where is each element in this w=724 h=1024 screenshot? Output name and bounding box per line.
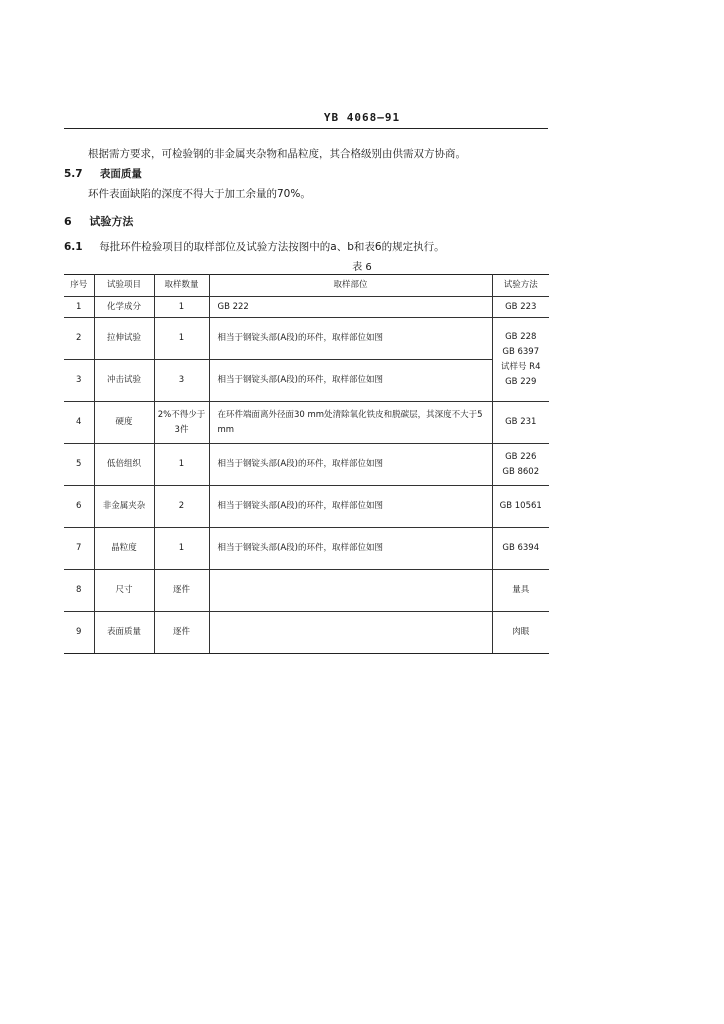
cell-location: 相当于钢锭头部(A段)的环件，取样部位如图	[209, 318, 492, 360]
paragraph-5-7-text: 环件表面缺陷的深度不得大于加工余量的70%。	[88, 188, 311, 200]
section-6-1-line	[64, 239, 445, 254]
cell-method: GB 10561	[492, 486, 549, 528]
header-qty: 取样数量	[154, 275, 209, 297]
cell-item: 化学成分	[94, 297, 154, 318]
cell-no: 6	[64, 486, 94, 528]
cell-qty: 1	[154, 528, 209, 570]
table-row	[64, 570, 549, 612]
table-row	[64, 318, 549, 360]
cell-method: GB 231	[492, 402, 549, 444]
cell-location: GB 222	[209, 297, 492, 318]
table-header-row	[64, 275, 549, 297]
table-caption: 表 6	[352, 262, 372, 273]
cell-location	[209, 612, 492, 654]
cell-no: 1	[64, 297, 94, 318]
method-line: GB 8602	[502, 466, 540, 477]
cell-qty: 逐件	[154, 612, 209, 654]
cell-location: 相当于钢锭头部(A段)的环件，取样部位如图	[209, 360, 492, 402]
cell-qty: 1	[154, 444, 209, 486]
cell-location: 在环件端面离外径面30 mm处清除氧化铁皮和脱碳层，其深度不大于5 mm	[209, 402, 492, 444]
cell-qty: 2%不得少于3件	[154, 402, 209, 444]
cell-no: 4	[64, 402, 94, 444]
cell-method: 肉眼	[492, 612, 549, 654]
cell-item: 非金属夹杂	[94, 486, 154, 528]
paragraph-5-6-text: 根据需方要求，可检验钢的非金属夹杂物和晶粒度，其合格级别由供需双方协商。	[88, 148, 466, 160]
cell-no: 7	[64, 528, 94, 570]
cell-item: 表面质量	[94, 612, 154, 654]
method-line: GB 229	[505, 376, 537, 387]
standard-header: YB 4068—91	[323, 111, 401, 124]
method-line: GB 228	[505, 331, 537, 342]
cell-item: 冲击试验	[94, 360, 154, 402]
method-line: GB 226	[505, 451, 537, 462]
cell-location: 相当于钢锭头部(A段)的环件，取样部位如图	[209, 528, 492, 570]
table-row	[64, 528, 549, 570]
section-5-7-number: 5.7	[64, 168, 83, 180]
test-methods-table	[64, 274, 549, 654]
cell-item: 尺寸	[94, 570, 154, 612]
section-6-title: 试验方法	[89, 215, 134, 228]
cell-qty: 1	[154, 297, 209, 318]
cell-method: GB 6394	[492, 528, 549, 570]
section-6-number: 6	[64, 215, 72, 228]
cell-location	[209, 570, 492, 612]
cell-method: 量具	[492, 570, 549, 612]
cell-no: 8	[64, 570, 94, 612]
table-row	[64, 612, 549, 654]
section-5-7-heading	[64, 166, 142, 181]
cell-method-merged	[492, 318, 549, 402]
header-no: 序号	[64, 275, 94, 297]
paragraph-6-1-text: 每批环件检验项目的取样部位及试验方法按图中的a、b和表6的规定执行。	[99, 241, 445, 253]
cell-qty: 2	[154, 486, 209, 528]
cell-no: 5	[64, 444, 94, 486]
cell-location: 相当于钢锭头部(A段)的环件，取样部位如图	[209, 444, 492, 486]
table-row	[64, 444, 549, 486]
header-location: 取样部位	[209, 275, 492, 297]
method-line: 试样号 R4	[500, 361, 541, 372]
cell-no: 9	[64, 612, 94, 654]
method-line: GB 6397	[502, 346, 540, 357]
section-6-1-number: 6.1	[64, 241, 83, 253]
cell-qty: 逐件	[154, 570, 209, 612]
header-rule	[64, 128, 548, 129]
cell-item: 硬度	[94, 402, 154, 444]
cell-item: 晶粒度	[94, 528, 154, 570]
cell-location: 相当于钢锭头部(A段)的环件，取样部位如图	[209, 486, 492, 528]
header-item: 试验项目	[94, 275, 154, 297]
cell-qty: 3	[154, 360, 209, 402]
table-row	[64, 297, 549, 318]
table-row	[64, 402, 549, 444]
cell-method	[492, 444, 549, 486]
cell-item: 拉伸试验	[94, 318, 154, 360]
section-5-7-title: 表面质量	[99, 168, 142, 180]
cell-no: 3	[64, 360, 94, 402]
cell-item: 低倍组织	[94, 444, 154, 486]
header-method: 试验方法	[492, 275, 549, 297]
section-6-heading	[64, 213, 133, 229]
cell-no: 2	[64, 318, 94, 360]
cell-method: GB 223	[492, 297, 549, 318]
cell-qty: 1	[154, 318, 209, 360]
table-row	[64, 486, 549, 528]
table-row	[64, 360, 549, 402]
